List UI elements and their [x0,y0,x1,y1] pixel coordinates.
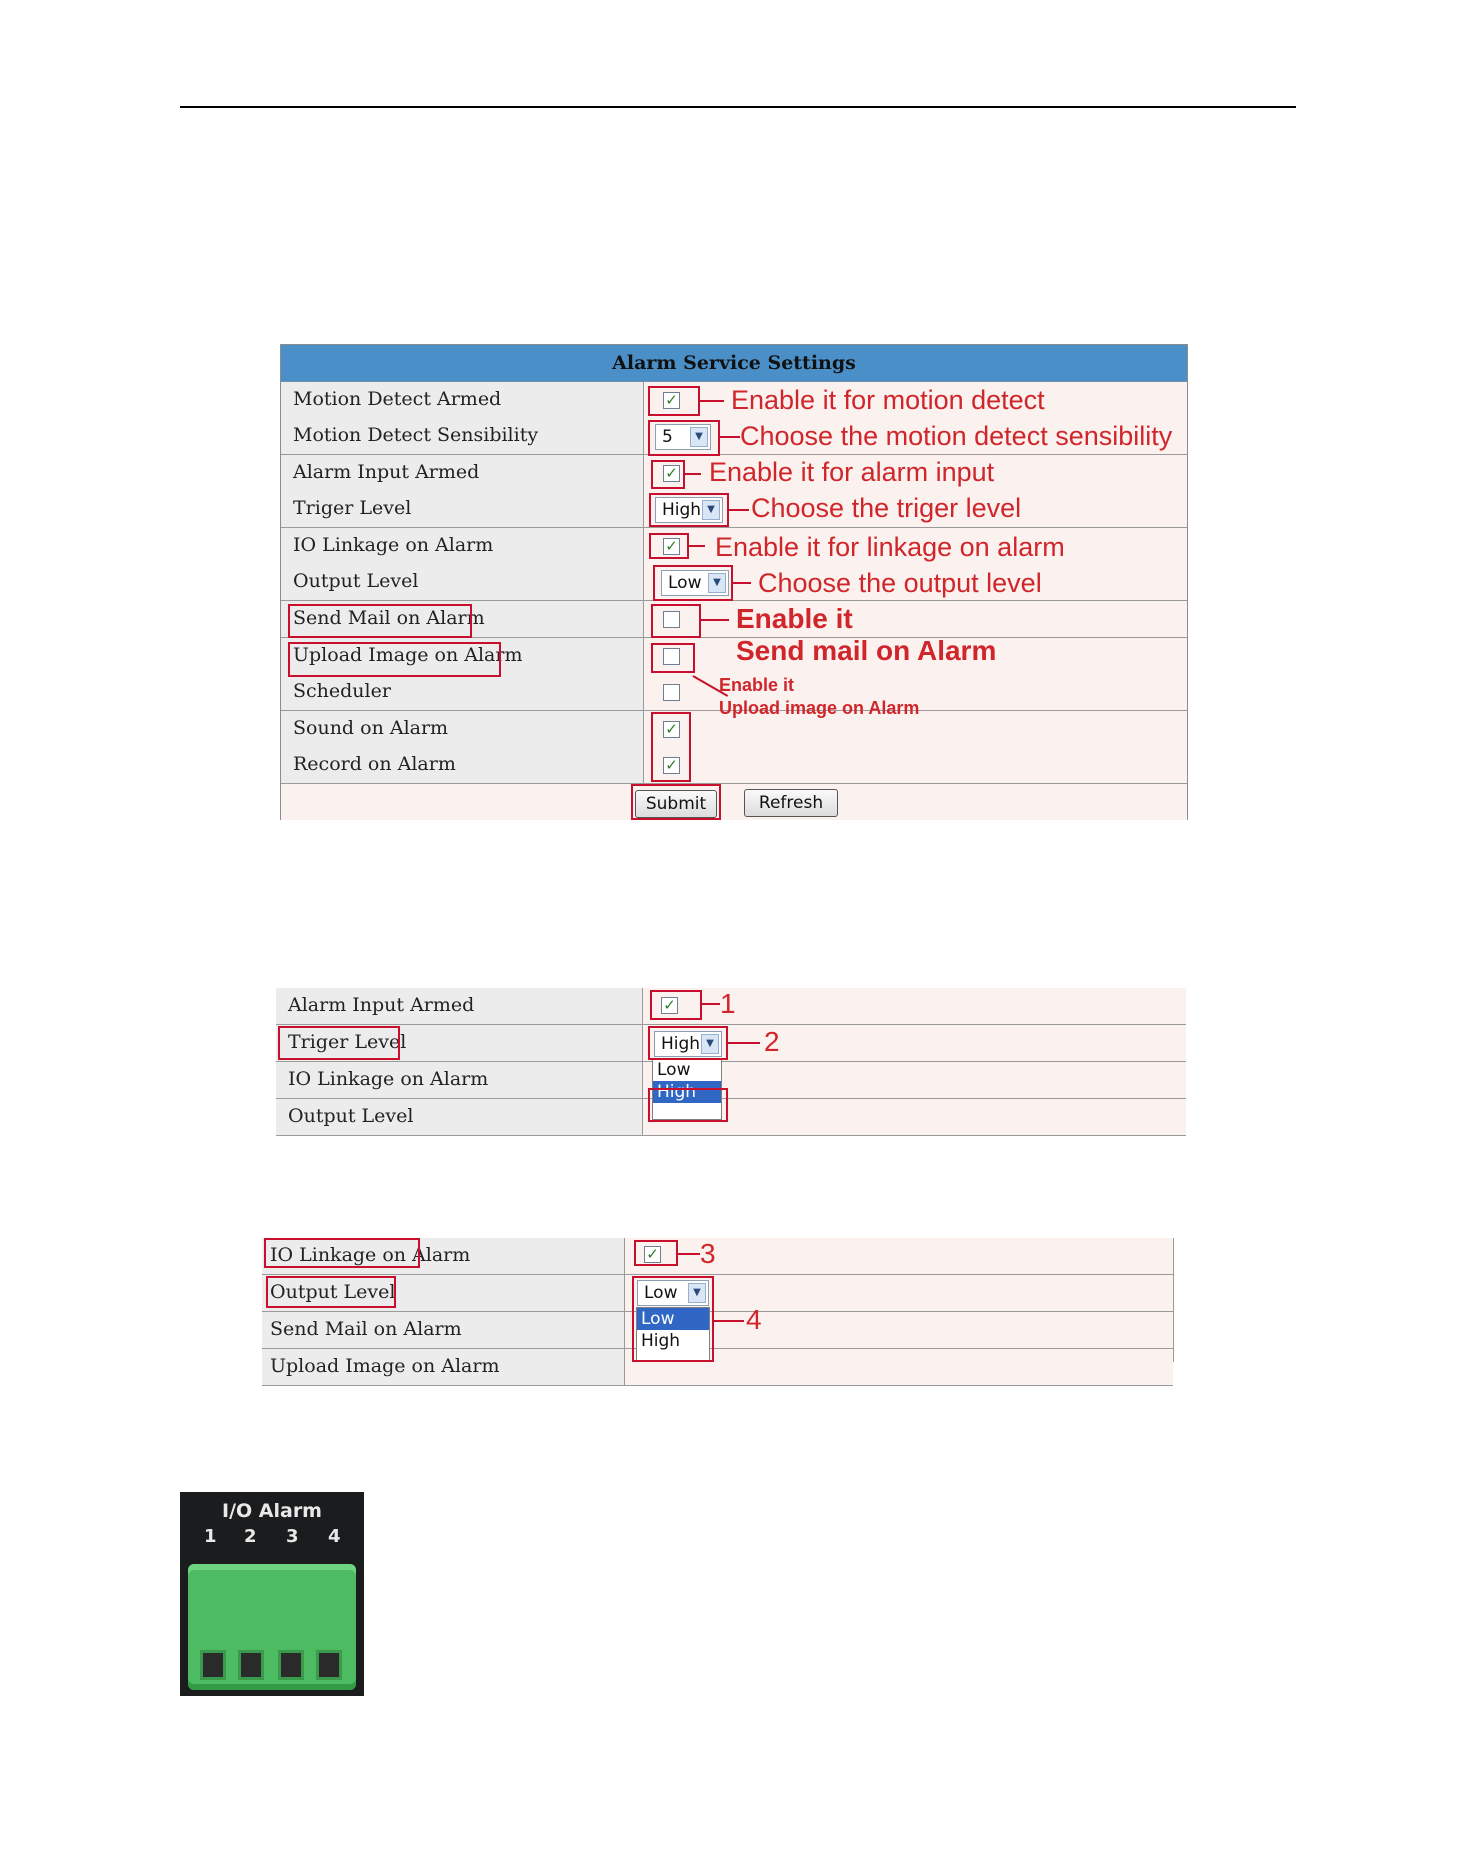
terminal-slot [316,1650,342,1680]
pin-label: 1 [204,1526,217,1547]
highlight-box [648,1026,728,1060]
terminal-slot [238,1650,264,1680]
highlight-box [634,1240,678,1266]
row-label: IO Linkage on Alarm [288,1068,489,1090]
connector-line [701,619,729,621]
row-io-linkage [276,1062,1186,1099]
annotation-mail-2: Send mail on Alarm [736,635,997,666]
marker-1: 1 [720,988,736,1019]
row-label: Triger Level [293,497,412,519]
highlight-box [651,643,695,673]
row-label: Motion Detect Sensibility [293,424,539,446]
pin-label: 4 [328,1526,341,1547]
highlight-box [266,1276,396,1308]
dropdown-option-low[interactable]: Low [657,1060,691,1080]
select-value: High [661,1034,701,1054]
highlight-box [650,990,702,1020]
select-value: High [662,500,702,520]
pin-label: 2 [244,1526,257,1547]
highlight-box [264,1238,420,1268]
row-label: Alarm Input Armed [293,461,480,483]
highlight-box [648,1088,728,1122]
row-label: Send Mail on Alarm [293,607,485,629]
annotation-sensibility: Choose the motion detect sensibility [740,421,1173,451]
row-label: Motion Detect Armed [293,388,502,410]
chevron-down-icon: ▼ [690,427,708,447]
triger-level-crop-panel [276,988,1186,1127]
row-record-on-alarm [281,747,1187,784]
marker-3: 3 [700,1238,716,1269]
alarm-service-settings-panel [280,344,1188,820]
highlight-box [632,1276,714,1362]
terminal-slot [278,1650,304,1680]
io-alarm-label: I/O Alarm [222,1500,322,1522]
highlight-box [648,420,720,456]
connector-line [702,1003,720,1005]
chevron-down-icon: ▼ [708,573,726,593]
alarm-input-armed-checkbox[interactable]: ✓ [663,465,680,482]
select-value: Low [644,1283,678,1303]
row-label: IO Linkage on Alarm [270,1244,471,1266]
row-label: Send Mail on Alarm [270,1318,462,1340]
output-level-crop-panel [262,1238,1174,1377]
panel-title: Alarm Service Settings [612,352,856,374]
annotation-upload-2: Upload image on Alarm [719,698,920,718]
annotation-alarm-input: Enable it for alarm input [709,457,995,487]
dropdown-option-high[interactable]: High [641,1331,681,1351]
refresh-button[interactable]: Refresh [744,789,838,817]
row-output-level [276,1099,1186,1136]
chevron-down-icon: ▼ [702,500,720,520]
select-value: 5 [662,427,673,447]
dropdown-option-high[interactable]: High [653,1081,721,1103]
connector-line [728,1042,760,1044]
sound-on-alarm-checkbox[interactable]: ✓ [663,721,680,738]
terminal-block [188,1564,356,1690]
annotation-output: Choose the output level [758,568,1042,598]
connector-line [733,582,751,584]
page-top-rule [180,106,1296,108]
highlight-box [653,565,733,601]
annotation-mail-1: Enable it [736,603,853,634]
annotation-upload-1: Enable it [719,675,795,695]
row-label: IO Linkage on Alarm [293,534,494,556]
highlight-box [288,604,472,638]
highlight-box [651,460,685,489]
row-upload-image [262,1349,1173,1386]
motion-detect-armed-checkbox[interactable]: ✓ [663,392,680,409]
record-on-alarm-checkbox[interactable]: ✓ [663,757,680,774]
highlight-box [651,712,691,782]
chevron-down-icon: ▼ [688,1283,706,1303]
row-label: Alarm Input Armed [288,994,475,1016]
connector-line [714,1320,744,1322]
row-buttons [281,784,1187,820]
marker-4: 4 [746,1304,762,1335]
connector-line [720,436,740,438]
row-label: Record on Alarm [293,753,456,775]
annotation-motion: Enable it for motion detect [731,385,1045,415]
row-label: Sound on Alarm [293,717,449,739]
row-label: Upload Image on Alarm [293,644,523,666]
highlight-box [651,604,701,638]
connector-line [678,1253,700,1255]
row-label: Output Level [270,1281,396,1303]
row-label: Upload Image on Alarm [270,1355,500,1377]
annotation-triger: Choose the triger level [751,493,1022,523]
row-label: Triger Level [288,1031,407,1053]
highlight-box [648,386,700,416]
pin-label: 3 [286,1526,299,1547]
io-alarm-terminal-photo [180,1492,364,1696]
panel-header [281,345,1187,382]
connector-line [700,400,724,402]
connector-line [729,509,749,511]
row-label: Scheduler [293,680,391,702]
highlight-box [649,493,729,527]
connector-line [689,545,705,547]
terminal-slot [200,1650,226,1680]
io-linkage-checkbox[interactable]: ✓ [663,538,680,555]
marker-2: 2 [764,1026,780,1057]
highlight-box [278,1026,400,1060]
scheduler-checkbox[interactable] [663,684,680,701]
alarm-input-armed-checkbox[interactable]: ✓ [661,997,678,1014]
highlight-box [649,533,689,559]
submit-button[interactable]: Submit [635,790,717,818]
row-send-mail [262,1312,1173,1349]
select-value: Low [668,573,702,593]
highlight-box [631,784,721,820]
io-linkage-checkbox[interactable]: ✓ [644,1246,661,1263]
connector-line [685,473,701,475]
dropdown-option-low[interactable]: Low [637,1308,709,1330]
row-label: Output Level [288,1105,414,1127]
chevron-down-icon: ▼ [701,1034,719,1054]
row-output-level [262,1275,1173,1312]
annotation-linkage: Enable it for linkage on alarm [715,532,1065,562]
highlight-box [288,642,501,677]
row-label: Output Level [293,570,419,592]
